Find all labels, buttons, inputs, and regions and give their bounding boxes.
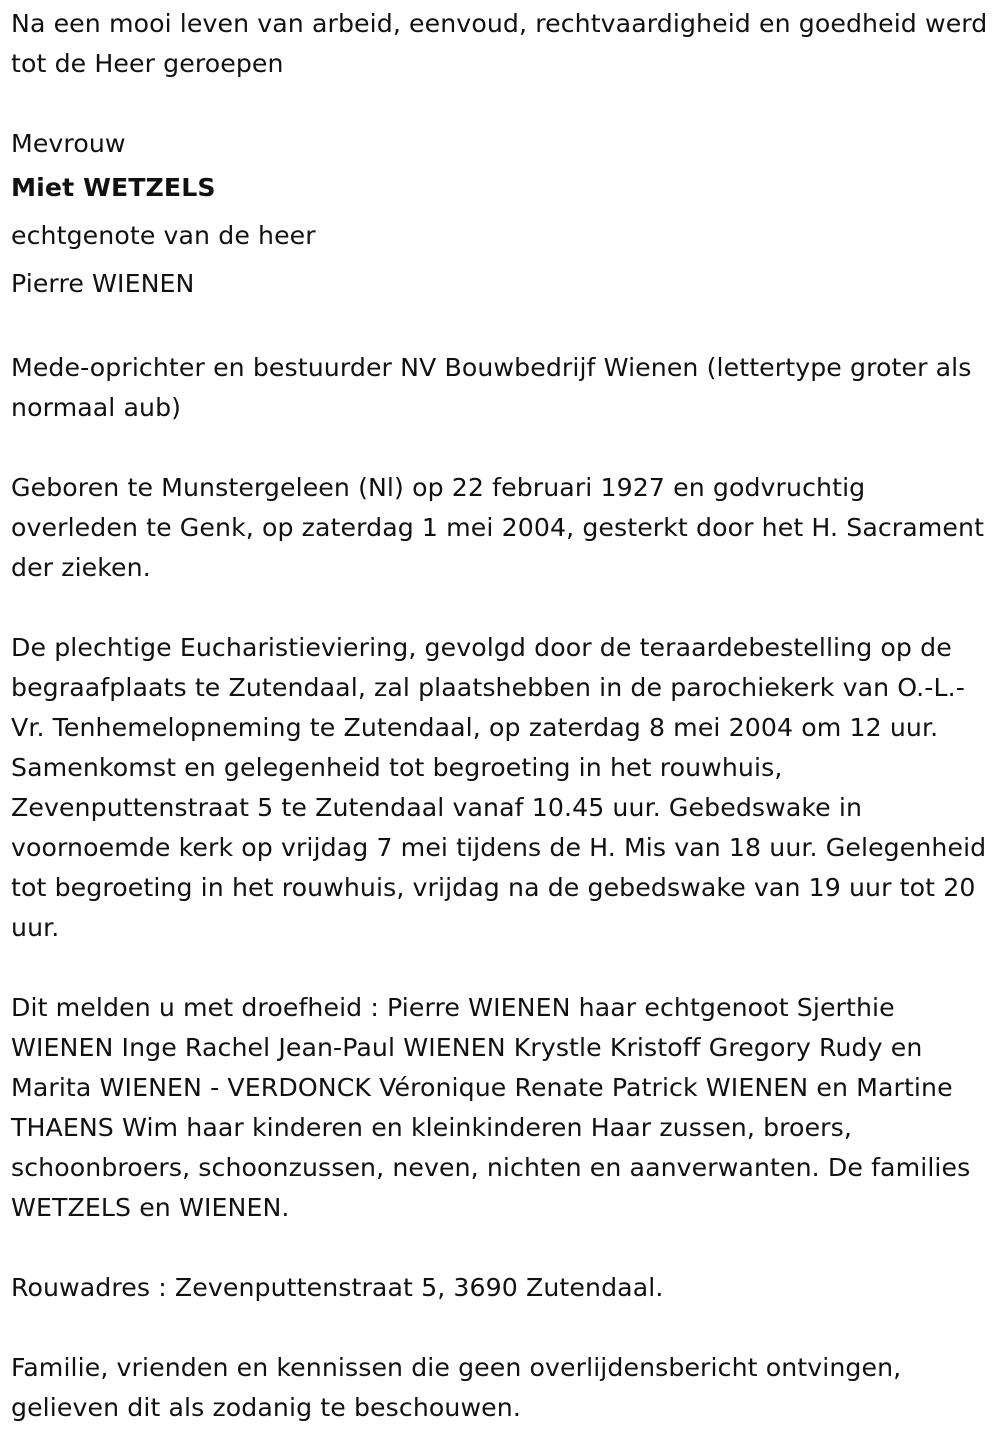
role-paragraph: Mede-oprichter en bestuurder NV Bouwbedrijf Wienen (lettertype groter als normaal aub)	[11, 353, 972, 422]
ceremony-paragraph: De plechtige Eucharistieviering, gevolgd door de teraardebestelling op de begraafplaats te Zutendaal, zal plaatshebben in de parochiekerk van O.-L.-Vr. Tenhemelopneming te Zutendaal, op zaterdag 8 mei 2004 om 12 uur. Samenkomst en gelegenheid tot begroeting in het rouwhuis, Zevenputtenstraat 5 te Zutendaal vanaf 10.45 uur. Gebedswake in voornoemde kerk op vrijdag 7 mei tijdens de H. Mis van 18 uur. Gelegenheid tot begroeting in het rouwhuis, vrijdag na de gebedswake van 19 uur tot 20 uur.	[11, 633, 987, 942]
closing-paragraph: Familie, vrienden en kennissen die geen overlijdensbericht ontvingen, gelieven dit als zodanig te beschouwen.	[11, 1353, 902, 1422]
title-prefix: Mevrouw	[11, 129, 126, 158]
birth-death-paragraph: Geboren te Munstergeleen (Nl) op 22 februari 1927 en godvruchtig overleden te Genk, op zaterdag 1 mei 2004, gesterkt door het H. Sacrament der zieken.	[11, 473, 985, 582]
obituary-document	[11, 4, 996, 1428]
spouse-name: Pierre WIENEN	[11, 269, 195, 298]
deceased-name: Miet WETZELS	[11, 173, 216, 202]
intro-paragraph: Na een mooi leven van arbeid, eenvoud, rechtvaardigheid en goedheid werd tot de Heer geroepen	[11, 9, 988, 78]
announcers-paragraph: Dit melden u met droefheid : Pierre WIENEN haar echtgenoot Sjerthie WIENEN Inge Rachel Jean-Paul WIENEN Krystle Kristoff Gregory Rudy en Marita WIENEN - VERDONCK Véronique Renate Patrick WIENEN en Martine THAENS Wim haar kinderen en kleinkinderen Haar zussen, broers, schoonbroers, schoonzussen, neven, nichten en aanverwanten. De families WETZELS en WIENEN.	[11, 993, 971, 1222]
address-paragraph: Rouwadres : Zevenputtenstraat 5, 3690 Zutendaal.	[11, 1273, 664, 1302]
relation-text: echtgenote van de heer	[11, 221, 316, 250]
